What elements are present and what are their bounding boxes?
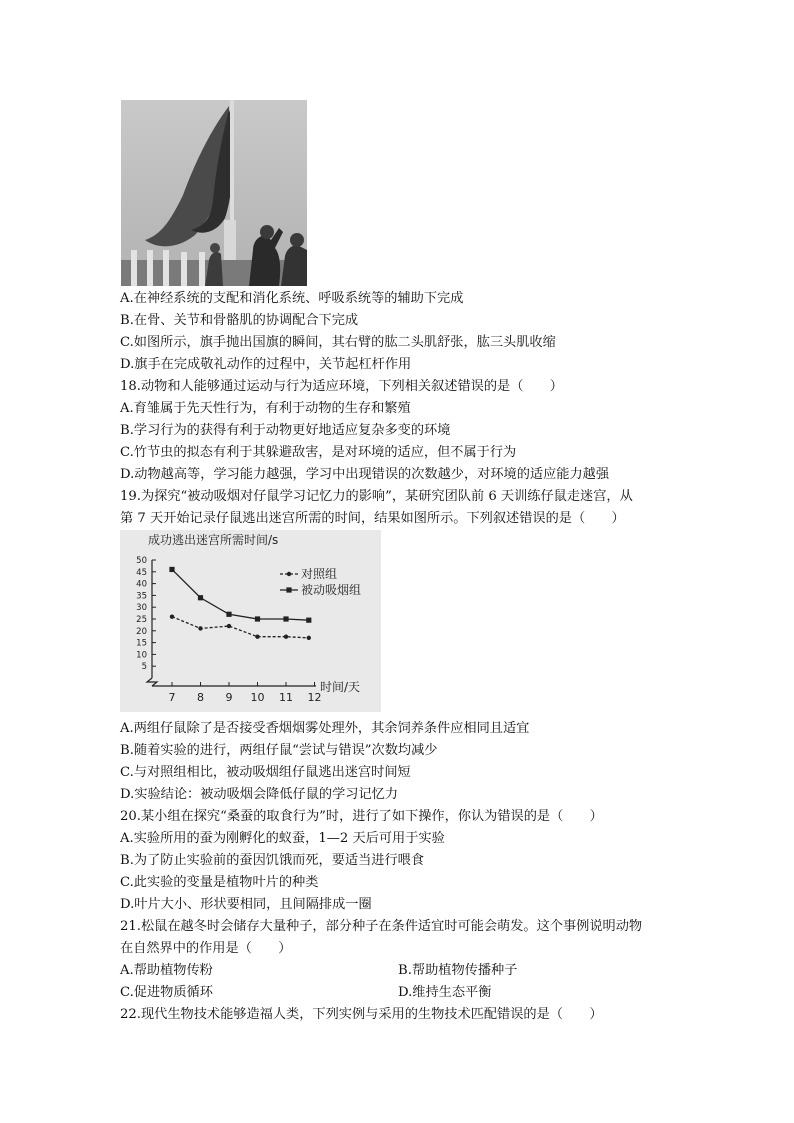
- maze-time-chart: [120, 530, 381, 712]
- data-point-control: [255, 635, 259, 639]
- data-point-smoking: [169, 567, 174, 572]
- q20-option-d: D.叶片大小、形状要相同，且间隔排成一圈: [120, 897, 372, 912]
- y-tick-label: 45: [136, 567, 147, 578]
- q19-option-d: D.实验结论：被动吸烟会降低仔鼠的学习记忆力: [120, 787, 399, 802]
- y-tick-label: 20: [136, 626, 147, 637]
- x-axis-title: 时间/天: [320, 680, 361, 694]
- data-point-control: [227, 624, 231, 628]
- q20-option-c: C.此实验的变量是植物叶片的种类: [120, 875, 319, 890]
- q18-option-a: A.育雏属于先天性行为，有利于动物的生存和繁殖: [120, 401, 411, 416]
- q21-option-a: A.帮助植物传粉: [120, 963, 213, 978]
- data-point-smoking: [198, 595, 203, 600]
- q21-option-b: B.帮助植物传播种子: [398, 963, 518, 978]
- y-tick-label: 10: [136, 650, 147, 661]
- q20-option-a: A.实验所用的蚕为刚孵化的蚁蚕，1—2 天后可用于实验: [120, 831, 445, 846]
- legend-marker: [286, 587, 291, 592]
- q19-option-a: A.两组仔鼠除了是否接受香烟烟雾处理外，其余饲养条件应相同且适宜: [120, 721, 530, 736]
- y-axis-title: 成功逃出迷宫所需时间/s: [148, 533, 279, 547]
- data-point-smoking: [283, 616, 288, 621]
- q17-option-c: C.如图所示，旗手抛出国旗的瞬间，其右臂的肱二头肌舒张，肱三头肌收缩: [120, 335, 556, 350]
- q21-option-c: C.促进物质循环: [120, 985, 213, 1000]
- x-tick-label: 8: [197, 691, 204, 704]
- x-tick-label: 9: [225, 691, 233, 704]
- y-tick-label: 30: [136, 603, 147, 614]
- q17-option-b: B.在骨、关节和骨骼肌的协调配合下完成: [120, 313, 359, 328]
- y-tick-label: 25: [136, 615, 147, 625]
- q18-option-c: C.竹节虫的拟态有利于其躲避敌害，是对环境的适应，但不属于行为: [120, 445, 517, 460]
- legend-label: 对照组: [301, 567, 338, 581]
- data-point-smoking: [255, 616, 260, 621]
- q21-option-d: D.维持生态平衡: [398, 985, 492, 1000]
- y-tick-label: 40: [136, 579, 147, 590]
- x-tick-label: 12: [307, 691, 322, 704]
- q22-stem: 22.现代生物技术能够造福人类，下列实例与采用的生物技术匹配错误的是（ ）: [120, 1007, 603, 1022]
- q19-stem-line2: 第 7 天开始记录仔鼠逃出迷宫所需的时间，结果如图所示。下列叙述错误的是（ ）: [120, 511, 625, 526]
- q18-stem: 18.动物和人能够通过运动与行为适应环境，下列相关叙述错误的是（ ）: [120, 379, 563, 394]
- series-line-smoking: [172, 569, 309, 620]
- data-point-control: [307, 636, 311, 640]
- y-tick-label: 15: [136, 638, 147, 649]
- data-point-control: [284, 635, 288, 639]
- q20-stem: 20.某小组在探究“桑蚕的取食行为”时，进行了如下操作，你认为错误的是（ ）: [120, 809, 603, 824]
- q17-option-d: D.旗手在完成敬礼动作的过程中，关节起杠杆作用: [120, 357, 412, 372]
- y-axis-break: [147, 678, 157, 686]
- q18-option-b: B.学习行为的获得有利于动物更好地适应复杂多变的环境: [120, 423, 451, 438]
- q19-option-c: C.与对照组相比，被动吸烟组仔鼠逃出迷宫时间短: [120, 765, 411, 780]
- x-tick-label: 11: [279, 691, 293, 704]
- data-point-control: [170, 614, 174, 618]
- q18-option-d: D.动物越高等，学习能力越强，学习中出现错误的次数越少，对环境的适应能力越强: [120, 467, 610, 482]
- y-tick-label: 5: [141, 662, 147, 673]
- q19-stem-line1: 19.为探究“被动吸烟对仔鼠学习记忆力的影响”，某研究团队前 6 天训练仔鼠走迷宫，从: [120, 489, 633, 504]
- flag-raising-photo: [121, 100, 307, 286]
- legend-marker: [287, 572, 291, 576]
- q21-stem-line2: 在自然界中的作用是（ ）: [120, 941, 292, 956]
- q20-option-b: B.为了防止实验前的蚕因饥饿而死，要适当进行喂食: [120, 853, 425, 868]
- x-tick-label: 7: [168, 691, 176, 704]
- data-point-smoking: [306, 618, 311, 623]
- x-tick-label: 10: [250, 691, 265, 704]
- y-tick-label: 35: [136, 591, 147, 602]
- maze-time-chart-svg: [120, 530, 381, 712]
- data-point-control: [198, 626, 202, 630]
- y-tick-label: 50: [136, 556, 147, 566]
- q19-option-b: B.随着实验的进行，两组仔鼠“尝试与错误”次数均减少: [120, 743, 438, 758]
- q21-stem-line1: 21.松鼠在越冬时会储存大量种子，部分种子在条件适宜时可能会萌发。这个事例说明动物: [120, 919, 643, 934]
- legend-label: 被动吸烟组: [301, 583, 362, 597]
- q17-option-a: A.在神经系统的支配和消化系统、呼吸系统等的辅助下完成: [120, 291, 464, 306]
- data-point-smoking: [226, 612, 231, 617]
